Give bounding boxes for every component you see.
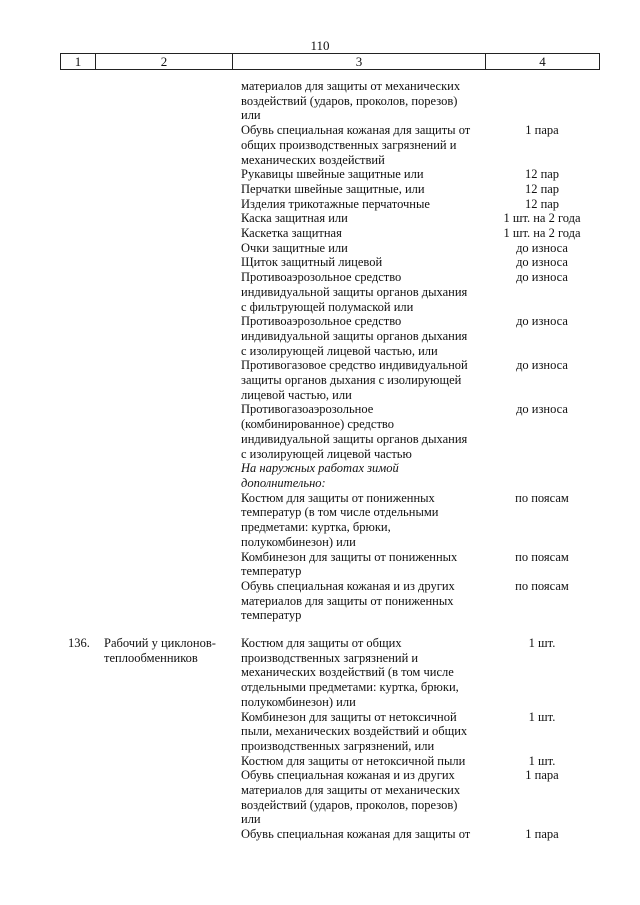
- entry-number: 136.: [68, 636, 90, 651]
- ppe-item: Костюм для защиты от общих производственных загрязнений и механических воздействий (в том числе отдельными предметами: куртка, брюки, полукомбинезон) или: [241, 636, 459, 709]
- issue-norm: 1 шт. на 2 года: [503, 211, 581, 226]
- issue-norm: до износа: [516, 358, 568, 373]
- ppe-item: Щиток защитный лицевой: [241, 255, 383, 270]
- header-col-4: 4: [539, 54, 546, 69]
- issue-norm: до износа: [516, 270, 568, 285]
- ppe-item: Костюм для защиты от нетоксичной пыли: [241, 753, 466, 768]
- ppe-item: материалов для защиты от механических воздействий (ударов, проколов, порезов) или: [241, 79, 461, 123]
- issue-norm: 1 шт. на 2 года: [503, 226, 581, 241]
- ppe-item: Комбинезон для защиты от пониженных температур: [241, 549, 458, 579]
- ppe-item: Обувь специальная кожаная и из других материалов для защиты от механических воздействий (ударов, проколов, порезов) или: [241, 768, 461, 827]
- ppe-item: На наружных работах зимой дополнительно:: [241, 461, 399, 490]
- issue-norm: до износа: [516, 240, 568, 255]
- ppe-item: Перчатки швейные защитные, или: [241, 181, 425, 196]
- table-row: [0, 123, 640, 167]
- issue-norm: 1 шт.: [528, 753, 556, 768]
- header-col-1: 1: [61, 54, 96, 69]
- table-row: [0, 461, 640, 490]
- issue-norm: 1 пара: [525, 768, 559, 783]
- ppe-item: Каска защитная или: [241, 211, 348, 226]
- header-col-2: 2: [96, 54, 233, 69]
- ppe-item: Очки защитные или: [241, 240, 348, 255]
- ppe-item: Каскетка защитная: [241, 226, 342, 241]
- ppe-item: Обувь специальная кожаная для защиты от общих производственных загрязнений и механических воздействий: [241, 123, 471, 167]
- issue-norm: до износа: [516, 402, 568, 417]
- table-row: [0, 491, 640, 550]
- issue-norm: по поясам: [515, 578, 569, 593]
- table-row: [0, 550, 640, 579]
- table-row: [0, 226, 640, 241]
- issue-norm: 1 шт.: [528, 636, 556, 651]
- job-title: Рабочий у циклонов- теплообменников: [104, 636, 216, 665]
- ppe-item: Костюм для защиты от пониженных температур (в том числе отдельными предметами: куртка, брюки, полукомбинезон) или: [241, 490, 439, 549]
- ppe-item: Изделия трикотажные перчаточные: [241, 196, 430, 211]
- table-header: [60, 53, 600, 70]
- ppe-item: Обувь специальная кожаная и из других материалов для защиты от пониженных температур: [241, 578, 455, 623]
- issue-norm: до износа: [516, 255, 568, 270]
- ppe-item: Противоаэрозольное средство индивидуальной защиты органов дыхания с фильтрующей полумаской или: [241, 270, 468, 314]
- table-row: [0, 358, 640, 402]
- table-row: [0, 636, 640, 710]
- table-row: [0, 197, 640, 212]
- issue-norm: по поясам: [515, 490, 569, 505]
- issue-norm: до износа: [516, 314, 568, 329]
- table-row: [0, 255, 640, 270]
- ppe-item: Противогазоаэрозольное (комбинированное) средство индивидуальной защиты органов дыхания с изолирующей лицевой частью: [241, 402, 468, 461]
- ppe-item: Комбинезон для защиты от нетоксичной пыли, механических воздействий и общих производственных загрязнений, или: [241, 709, 468, 753]
- table-row: [0, 167, 640, 182]
- entry-gap: [0, 623, 640, 636]
- issue-norm: 1 шт.: [528, 709, 556, 724]
- issue-norm: 1 пара: [525, 827, 559, 842]
- table-row: [0, 241, 640, 256]
- page-number: 110: [310, 38, 330, 53]
- header-col-3: 3: [233, 54, 486, 69]
- table-row: [0, 579, 640, 623]
- table-row: [0, 768, 640, 827]
- table-row: [0, 211, 640, 226]
- table-body: [0, 79, 640, 842]
- table-row: [0, 754, 640, 769]
- issue-norm: 1 пара: [525, 123, 559, 138]
- table-row: [0, 827, 640, 842]
- issue-norm: 12 пар: [524, 167, 560, 182]
- ppe-item: Противогазовое средство индивидуальной защиты органов дыхания с изолирующей лицевой частью, или: [241, 358, 468, 402]
- table-row: [0, 79, 640, 123]
- ppe-item: Рукавицы швейные защитные или: [241, 167, 424, 182]
- table-row: [0, 182, 640, 197]
- table-row: [0, 710, 640, 754]
- issue-norm: 12 пар: [524, 196, 560, 211]
- ppe-item: Противоаэрозольное средство индивидуальной защиты органов дыхания с изолирующей лицевой частью, или: [241, 314, 468, 358]
- issue-norm: 12 пар: [524, 181, 560, 196]
- issue-norm: по поясам: [515, 549, 569, 564]
- table-row: [0, 402, 640, 461]
- ppe-item: Обувь специальная кожаная для защиты от: [241, 827, 471, 842]
- table-row: [0, 314, 640, 358]
- table-row: [0, 270, 640, 314]
